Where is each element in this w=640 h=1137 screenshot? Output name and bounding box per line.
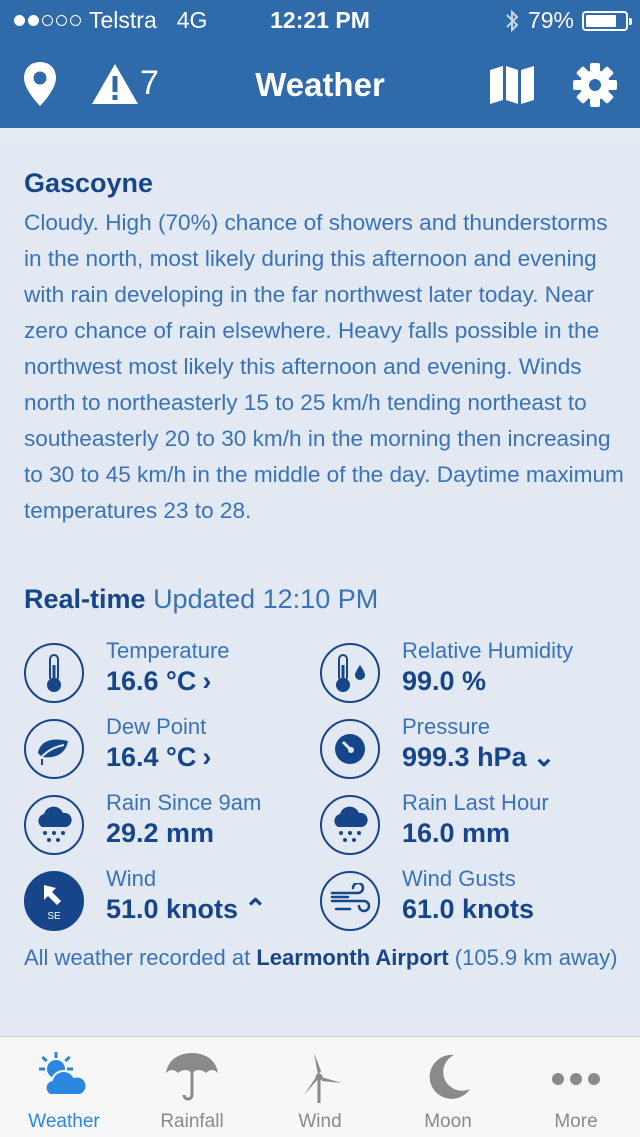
obs-label: Rain Last Hour [402, 790, 549, 815]
station-note [24, 940, 624, 976]
obs-pressure[interactable] [320, 714, 620, 784]
station-distance: (105.9 km away) [454, 945, 618, 970]
tab-label: Wind [298, 1111, 342, 1132]
moon-icon [418, 1051, 478, 1103]
tab-rainfall[interactable] [128, 1037, 256, 1137]
obs-label: Rain Since 9am [106, 790, 262, 815]
tab-moon[interactable] [384, 1037, 512, 1137]
more-icon [546, 1051, 606, 1103]
wind-direction-icon [24, 871, 84, 931]
warning-count[interactable]: 7 [140, 64, 159, 102]
obs-wind-gusts[interactable] [320, 866, 620, 936]
thermometer-icon [24, 643, 84, 703]
chevron-down-icon[interactable]: ⌄ [532, 742, 556, 772]
weather-icon [34, 1051, 94, 1103]
app-header [0, 0, 640, 128]
forecast-text: Cloudy. High (70%) chance of showers and thunderstorms in the north, most likely during this afternoon and evening with rain developing in the far northwest later today. Near zero chance of rain elsewhere. Heavy falls possible in the northwest most likely this afternoon and evening. Winds north to northeasterly 15 to 25 km/h tending northeast to southeasterly 20 to 30 km/h in the morning then increasing to 30 to 45 km/h in the middle of the day. Daytime maximum temperatures 23 to 28. [24, 210, 624, 523]
tab-wind[interactable] [256, 1037, 384, 1137]
obs-relative-humidity[interactable] [320, 638, 620, 708]
bluetooth-icon [504, 9, 520, 33]
obs-value: 16.6 °C [106, 666, 197, 696]
obs-label: Pressure [402, 714, 491, 739]
realtime-label: Real-time [24, 584, 146, 614]
obs-label: Wind Gusts [402, 866, 516, 891]
obs-value: 16.0 mm [402, 818, 511, 848]
tab-weather[interactable] [0, 1037, 128, 1137]
navigation-bar [0, 40, 640, 128]
map-icon[interactable] [488, 64, 536, 106]
obs-wind[interactable] [24, 866, 324, 936]
obs-dew-point[interactable] [24, 714, 324, 784]
rain-cloud-icon [24, 795, 84, 855]
umbrella-icon [162, 1051, 222, 1103]
obs-value: 51.0 knots [106, 894, 239, 924]
tab-label: Rainfall [160, 1111, 224, 1132]
network-type: 4G [176, 7, 208, 33]
obs-label: Relative Humidity [402, 638, 574, 663]
realtime-heading [24, 584, 378, 615]
obs-rain-last-hour[interactable] [320, 790, 620, 860]
dew-point-icon [24, 719, 84, 779]
wind-turbine-icon [290, 1051, 350, 1103]
obs-temperature[interactable] [24, 638, 324, 708]
obs-value: 99.0 % [402, 666, 487, 696]
battery-icon [582, 11, 628, 31]
realtime-updated: Updated 12:10 PM [153, 584, 379, 614]
obs-value: 29.2 mm [106, 818, 215, 848]
forecast-region: Gascoyne [24, 168, 154, 198]
rain-cloud-icon [320, 795, 380, 855]
pressure-gauge-icon [320, 719, 380, 779]
page-title: Weather [255, 66, 385, 103]
obs-value: 999.3 hPa [402, 742, 527, 772]
chevron-right-icon[interactable]: › [202, 742, 212, 772]
battery-percent: 79% [527, 7, 574, 33]
tab-label: More [554, 1111, 598, 1132]
obs-value: 61.0 knots [402, 894, 535, 924]
gear-icon[interactable] [572, 62, 618, 108]
obs-rain-since-9am[interactable] [24, 790, 324, 860]
tab-bar [0, 1036, 640, 1137]
tab-label: Weather [28, 1111, 100, 1132]
humidity-icon [320, 643, 380, 703]
chevron-up-icon[interactable]: ⌃ [244, 894, 267, 924]
wind-direction-label: SE [47, 911, 61, 922]
tab-label: Moon [424, 1111, 472, 1132]
status-time: 12:21 PM [270, 7, 370, 33]
obs-label: Wind [106, 866, 157, 891]
obs-value: 16.4 °C [106, 742, 197, 772]
carrier-name: Telstra [89, 7, 157, 33]
obs-label: Dew Point [106, 714, 207, 739]
station-link[interactable]: Learmonth Airport [256, 945, 449, 970]
obs-label: Temperature [106, 638, 230, 663]
station-note-prefix: All weather recorded at [24, 945, 251, 970]
chevron-right-icon[interactable]: › [202, 666, 212, 696]
tab-more[interactable] [512, 1037, 640, 1137]
wind-gusts-icon [320, 871, 380, 931]
status-bar [0, 0, 640, 40]
